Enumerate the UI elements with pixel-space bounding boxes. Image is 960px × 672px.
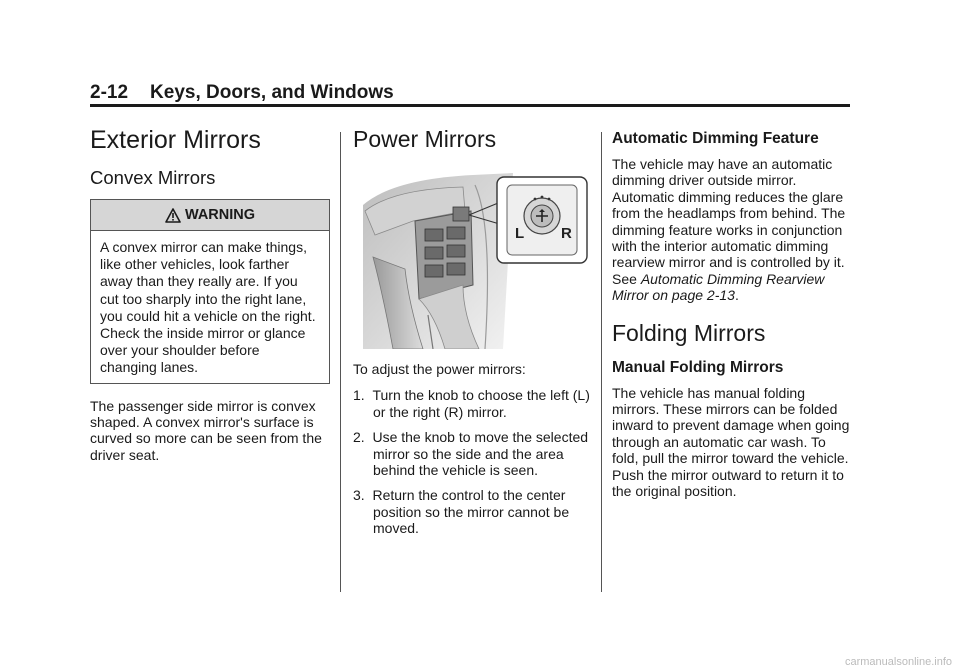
step-item <box>353 387 593 420</box>
page-number: 2-12 <box>90 82 129 103</box>
step-text: Turn the knob to choose the left (L) or the right (R) mirror. <box>372 387 590 420</box>
exterior-mirrors-heading: Exterior Mirrors <box>90 126 261 154</box>
step-number: 2. <box>353 429 365 446</box>
mirror-select-left-label: L <box>515 225 525 242</box>
step-number: 3. <box>353 487 365 504</box>
sentence-end: . <box>734 287 739 304</box>
step-text: Use the knob to move the selected mirror so the side and the area behind the vehicle is seen. <box>372 429 589 479</box>
manual-folding-text: The vehicle has manual folding mirrors. These mirrors can be folded inward to prevent damage when going through an automatic car wash. To fold, pull the mirror toward the vehicle. Push the mirror outward to return it to the original position. <box>612 384 850 500</box>
step-item <box>353 487 593 536</box>
warning-label: WARNING <box>184 207 256 223</box>
automatic-dimming-text <box>612 156 852 304</box>
page-header <box>90 82 394 104</box>
step-item <box>353 429 593 478</box>
watermark-text: carmanualsonline.info <box>844 656 952 668</box>
automatic-dimming-body: The vehicle may have an automatic dimming driver outside mirror. Automatic dimming reduces the glare from the headlamps from behind. The dimming feature works in conjunction with the interior automatic dimming rearview mirror and is controlled by it. See <box>612 156 846 287</box>
column-divider-1 <box>340 132 341 592</box>
automatic-dimming-cross-reference[interactable]: Automatic Dimming Rearview Mirror on page 2-13 <box>612 270 825 304</box>
convex-mirrors-heading: Convex Mirrors <box>90 167 216 188</box>
step-text: Return the control to the center position so the mirror cannot be moved. <box>372 487 570 537</box>
mirror-select-right-label: R <box>561 225 572 242</box>
warning-triangle-icon <box>165 208 181 223</box>
door-panel-illustration <box>353 165 591 349</box>
column-exterior-mirrors <box>90 126 330 473</box>
column-dimming-folding <box>612 126 852 510</box>
warning-box <box>90 199 330 384</box>
column-power-mirrors <box>353 126 593 546</box>
folding-mirrors-heading: Folding Mirrors <box>612 319 766 346</box>
automatic-dimming-heading: Automatic Dimming Feature <box>612 130 819 147</box>
warning-text: A convex mirror can make things, like other vehicles, look farther away than they really are. If you cut too sharply into the right lane, you could hit a vehicle on the right. Check the inside mirror or glance over your shoulder before changing lanes. <box>100 239 316 376</box>
power-mirror-control-illustration <box>353 165 591 349</box>
section-title: Keys, Doors, and Windows <box>150 82 394 103</box>
power-mirrors-steps <box>353 387 593 536</box>
column-divider-2 <box>601 132 602 592</box>
step-number: 1. <box>353 387 365 404</box>
manual-folding-heading: Manual Folding Mirrors <box>612 358 784 376</box>
header-rule <box>90 104 850 107</box>
warning-header <box>91 200 329 231</box>
convex-mirror-description: The passenger side mirror is convex shaped. A convex mirror's surface is curved so more can be seen from the driver seat. <box>90 397 322 463</box>
power-mirrors-heading: Power Mirrors <box>353 126 497 152</box>
power-mirrors-intro: To adjust the power mirrors: <box>353 361 526 377</box>
